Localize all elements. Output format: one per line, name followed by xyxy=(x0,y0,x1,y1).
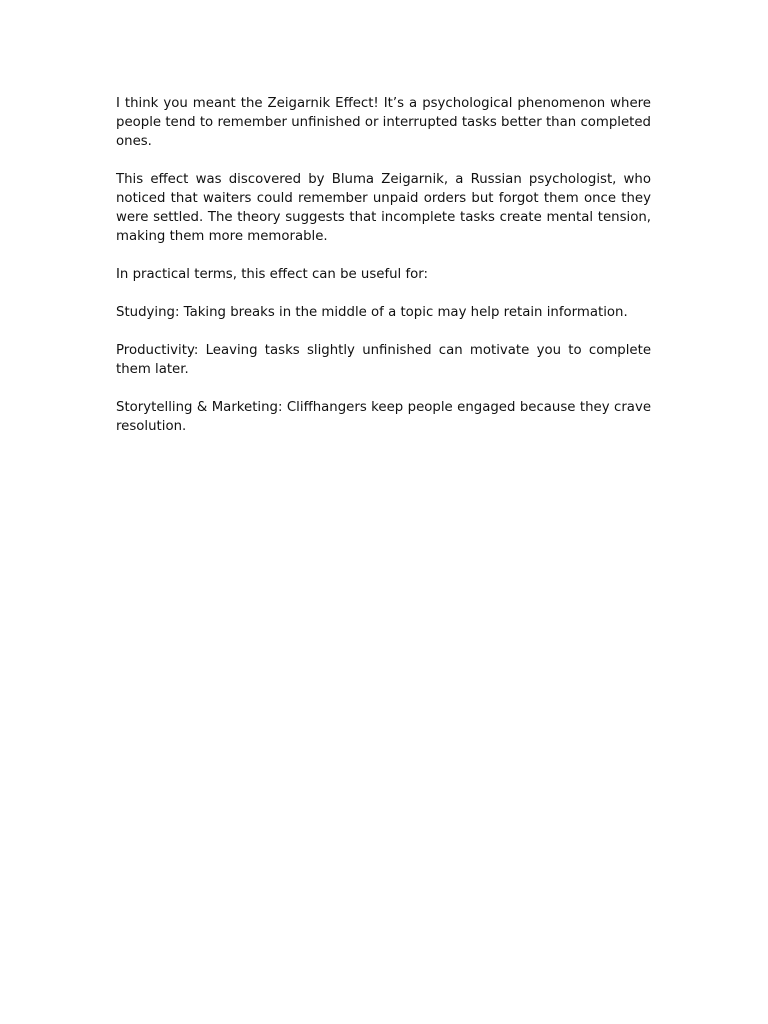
paragraph-history: This effect was discovered by Bluma Zeigarnik, a Russian psychologist, who noticed that waiters could remember unpaid orders but forgot them once they were settled. The theory suggests that incomplete tasks create mental tension, making them more memorable. xyxy=(116,172,651,244)
paragraph-practical: In practical terms, this effect can be useful for: xyxy=(116,267,429,282)
paragraph-intro: I think you meant the Zeigarnik Effect! It’s a psychological phenomenon where people tend to remember unfinished or interrupted tasks better than completed ones. xyxy=(116,96,651,149)
paragraph-studying: Studying: Taking breaks in the middle of a topic may help retain information. xyxy=(116,305,628,320)
document-body xyxy=(116,94,651,436)
paragraph-productivity: Productivity: Leaving tasks slightly unfinished can motivate you to complete them later. xyxy=(116,343,651,377)
paragraph-storytelling: Storytelling & Marketing: Cliffhangers keep people engaged because they crave resolution. xyxy=(116,400,651,434)
